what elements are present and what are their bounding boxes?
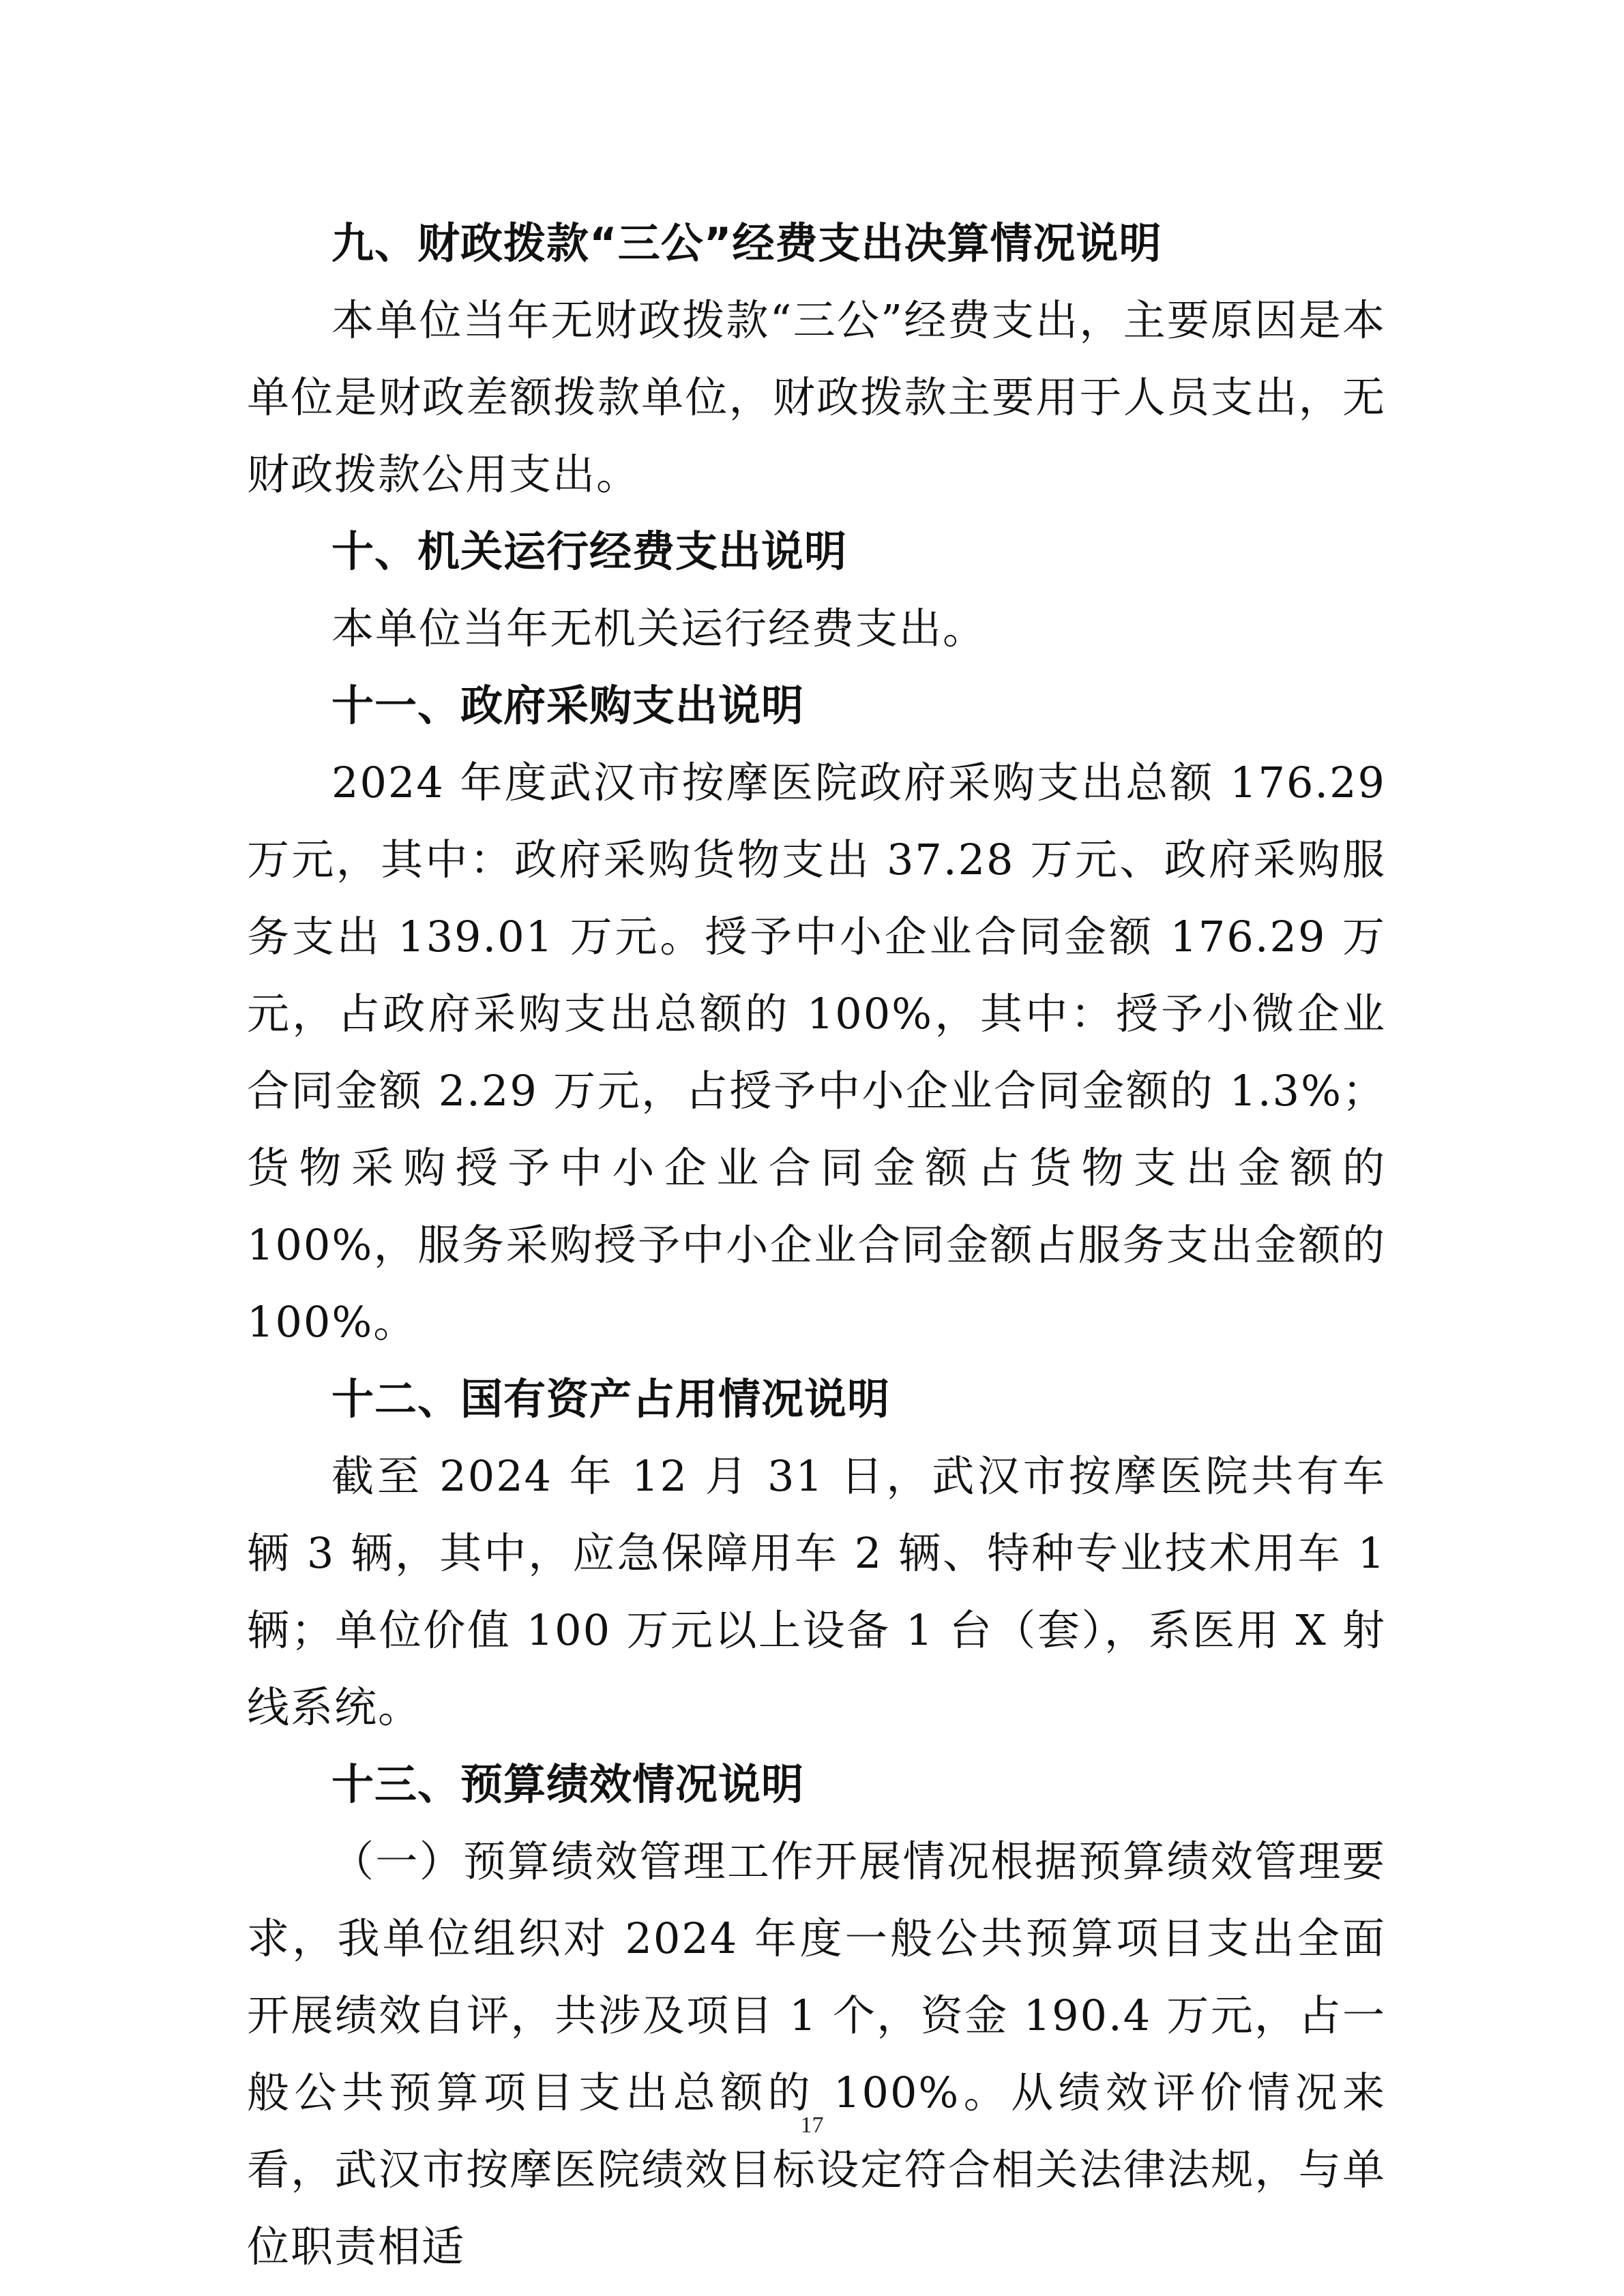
section-13-paragraph: （一）预算绩效管理工作开展情况根据预算绩效管理要求，我单位组织对 2024 年度一般公共预算项目支出全面开展绩效自评，共涉及项目 1 个，资金 190.4 万元，占一般公共预算项目支出总额的 100%。从绩效评价情况来看，武汉市按摩医院绩效目标设定符合相关法律法规，与单位职责相适 [247,1836,1386,2271]
section-heading-12: 十二、国有资产占用情况说明 [331,1374,891,1424]
document-body [247,205,1386,2285]
page-number: 17 [800,2113,824,2138]
section-heading-9: 九、财政拨款“三公”经费支出决算情况说明 [331,218,1162,268]
section-heading-11: 十一、政府采购支出说明 [331,681,805,730]
section-11-paragraph: 2024 年度武汉市按摩医院政府采购支出总额 176.29 万元，其中：政府采购货物支出 37.28 万元、政府采购服务支出 139.01 万元。授予中小企业合同金额 176.29 万元，占政府采购支出总额的 100%，其中：授予小微企业合同金额 2.29 万元，占授予中小企业合同金额的 1.3%；货物采购授予中小企业合同金额占货物支出金额的 100%，服务采购授予中小企业合同金额占服务支出金额的 100%。 [247,758,1386,1347]
section-12-paragraph: 截至 2024 年 12 月 31 日，武汉市按摩医院共有车辆 3 辆，其中，应急保障用车 2 辆、特种专业技术用车 1 辆；单位价值 100 万元以上设备 1 台（套），系医用 X 射线系统。 [247,1451,1386,1732]
section-heading-10: 十、机关运行经费支出说明 [331,526,848,576]
section-heading-13: 十三、预算绩效情况说明 [331,1759,805,1809]
section-9-paragraph: 本单位当年无财政拨款“三公”经费支出，主要原因是本单位是财政差额拨款单位，财政拨款主要用于人员支出，无财政拨款公用支出。 [247,295,1386,499]
section-10-paragraph: 本单位当年无机关运行经费支出。 [331,603,987,653]
